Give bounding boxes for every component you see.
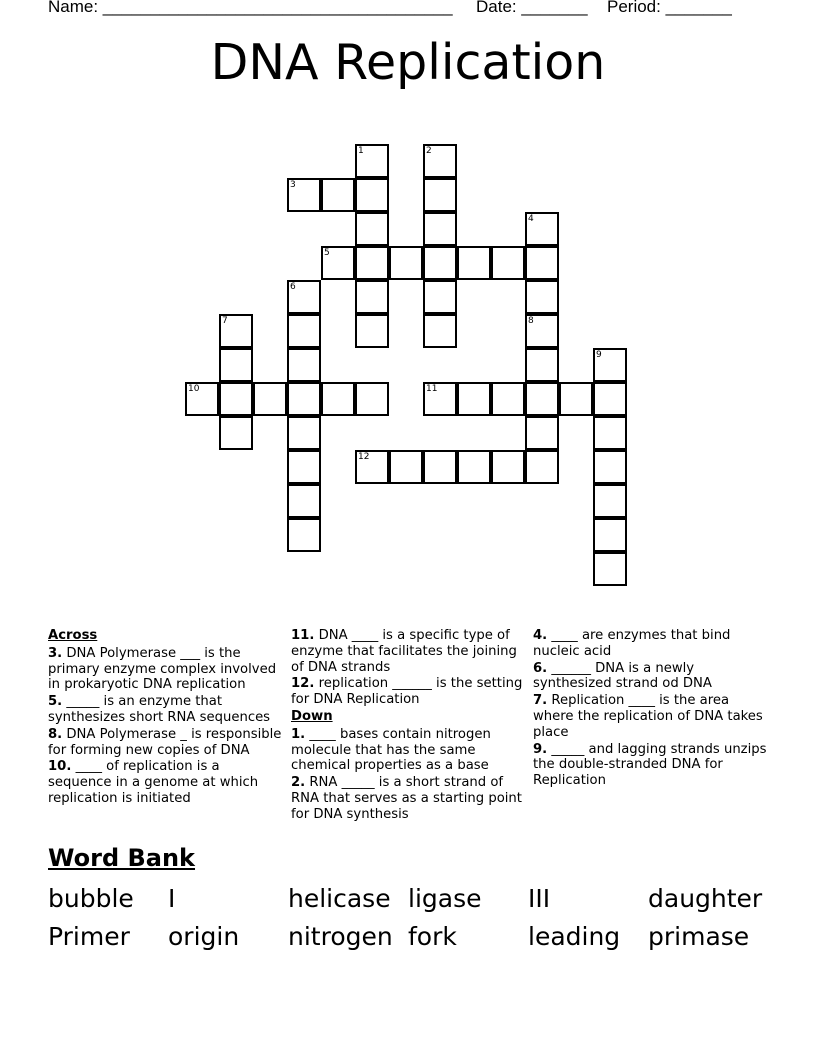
clue-number: 10 [188,384,200,394]
clue-number: 6 [290,282,296,292]
crossword-cell[interactable] [355,212,389,246]
clue-number: 12 [358,452,370,462]
clue-number: 5 [324,248,330,258]
crossword-cell[interactable] [321,382,355,416]
crossword-cell[interactable] [593,416,627,450]
crossword-cell[interactable] [389,450,423,484]
down-clue: 4. ____ are enzymes that bind nucleic acid [533,628,731,659]
crossword-cell[interactable] [423,280,457,314]
across-clue: 12. replication ______ is the setting for DNA Replication [291,676,523,708]
crossword-cell[interactable] [287,416,321,450]
word-bank-word: fork [408,922,457,951]
crossword-cell[interactable] [593,518,627,552]
across-clue: 5. _____ is an enzyme that synthesizes short RNA sequences [48,694,271,725]
word-bank-word: bubble [48,884,134,913]
crossword-cell[interactable] [423,178,457,212]
across-clue: 11. DNA ____ is a specific type of enzyme that facilitates the joining of DNA strands [291,628,517,675]
clue-number: 9 [596,350,602,360]
crossword-cell[interactable] [287,178,321,212]
crossword-cell[interactable] [559,382,593,416]
clue-number: 1 [358,146,364,156]
crossword-cell[interactable] [355,314,389,348]
crossword-cell[interactable] [423,246,457,280]
down-clue: 2. RNA _____ is a short strand of RNA that serves as a starting point for DNA synthesis [291,775,522,822]
crossword-cell[interactable] [525,348,559,382]
page-title: DNA Replication [210,34,606,91]
down-clue: 6. ______ DNA is a newly synthesized strand od DNA [533,660,712,692]
word-bank-word: primase [648,922,750,951]
crossword-cell[interactable] [423,144,457,178]
crossword-cell[interactable] [491,246,525,280]
crossword-cell[interactable] [287,382,321,416]
crossword-cell[interactable] [287,484,321,518]
crossword-cell[interactable] [525,382,559,416]
crossword-cell[interactable] [355,450,389,484]
crossword-cell[interactable] [593,484,627,518]
crossword-cell[interactable] [525,450,559,484]
crossword-cell[interactable] [355,246,389,280]
crossword-cell[interactable] [423,314,457,348]
word-bank-word: III [528,884,551,913]
crossword-cell[interactable] [491,382,525,416]
crossword-cell[interactable] [355,280,389,314]
clue-number: 8 [528,316,534,326]
crossword-cell[interactable] [355,382,389,416]
clue-column-1 [48,628,284,808]
clue-number: 4 [528,214,534,224]
crossword-cell[interactable] [219,382,253,416]
crossword-cell[interactable] [355,144,389,178]
crossword-cell[interactable] [287,348,321,382]
crossword-cell[interactable] [423,382,457,416]
crossword-cell[interactable] [287,518,321,552]
crossword-cell[interactable] [525,416,559,450]
crossword-cell[interactable] [287,450,321,484]
crossword-cell[interactable] [457,382,491,416]
crossword-cell[interactable] [525,212,559,246]
across-heading: Across [48,628,98,643]
crossword-cell[interactable] [525,314,559,348]
crossword-cell[interactable] [219,348,253,382]
crossword-cell[interactable] [457,450,491,484]
word-bank-heading: Word Bank [48,844,196,872]
across-clue: 8. DNA Polymerase _ is responsible for forming new copies of DNA [48,726,282,758]
crossword-cell[interactable] [219,416,253,450]
clue-number: 11 [426,384,438,394]
clue-number: 7 [222,316,228,326]
name-field-label: Name: _____________________________________ [48,0,453,16]
crossword-cell[interactable] [219,314,253,348]
period-field-label: Period: _______ [607,0,732,16]
down-clue: 7. Replication ____ is the area where the replication of DNA takes place [533,693,763,740]
crossword-cell[interactable] [423,450,457,484]
clue-column-2 [291,628,527,824]
word-bank-word: Primer [48,922,130,951]
crossword-cell[interactable] [287,314,321,348]
crossword-cell[interactable] [253,382,287,416]
clue-column-3 [533,628,769,790]
crossword-cell[interactable] [593,450,627,484]
word-bank-word: helicase [288,884,391,913]
across-clue: 3. DNA Polymerase ___ is the primary enzyme complex involved in prokaryotic DNA replication [48,645,277,693]
crossword-cell[interactable] [491,450,525,484]
down-heading: Down [291,708,333,724]
crossword-cell[interactable] [321,178,355,212]
word-bank-word: daughter [648,884,763,913]
down-clue: 1. ____ bases contain nitrogen molecule that has the same chemical properties as a base [291,726,491,774]
word-bank-word: nitrogen [288,922,393,951]
word-bank-word: I [168,884,176,913]
down-clue: 9. _____ and lagging strands unzips the double-stranded DNA for Replication [533,741,767,789]
crossword-cell[interactable] [457,246,491,280]
crossword-cell[interactable] [389,246,423,280]
clue-number: 3 [290,180,296,190]
crossword-cell[interactable] [321,246,355,280]
crossword-cell[interactable] [593,382,627,416]
date-field-label: Date: _______ [476,0,588,16]
crossword-cell[interactable] [185,382,219,416]
crossword-cell[interactable] [355,178,389,212]
word-bank-word: leading [528,922,621,951]
crossword-cell[interactable] [525,280,559,314]
crossword-cell[interactable] [423,212,457,246]
crossword-cell[interactable] [287,280,321,314]
word-bank-word: origin [168,922,240,951]
crossword-cell[interactable] [593,552,627,586]
crossword-cell[interactable] [525,246,559,280]
word-bank-word: ligase [408,884,482,913]
clue-number: 2 [426,146,432,156]
across-clue: 10. ____ of replication is a sequence in a genome at which replication is initiated [48,759,259,806]
crossword-cell[interactable] [593,348,627,382]
